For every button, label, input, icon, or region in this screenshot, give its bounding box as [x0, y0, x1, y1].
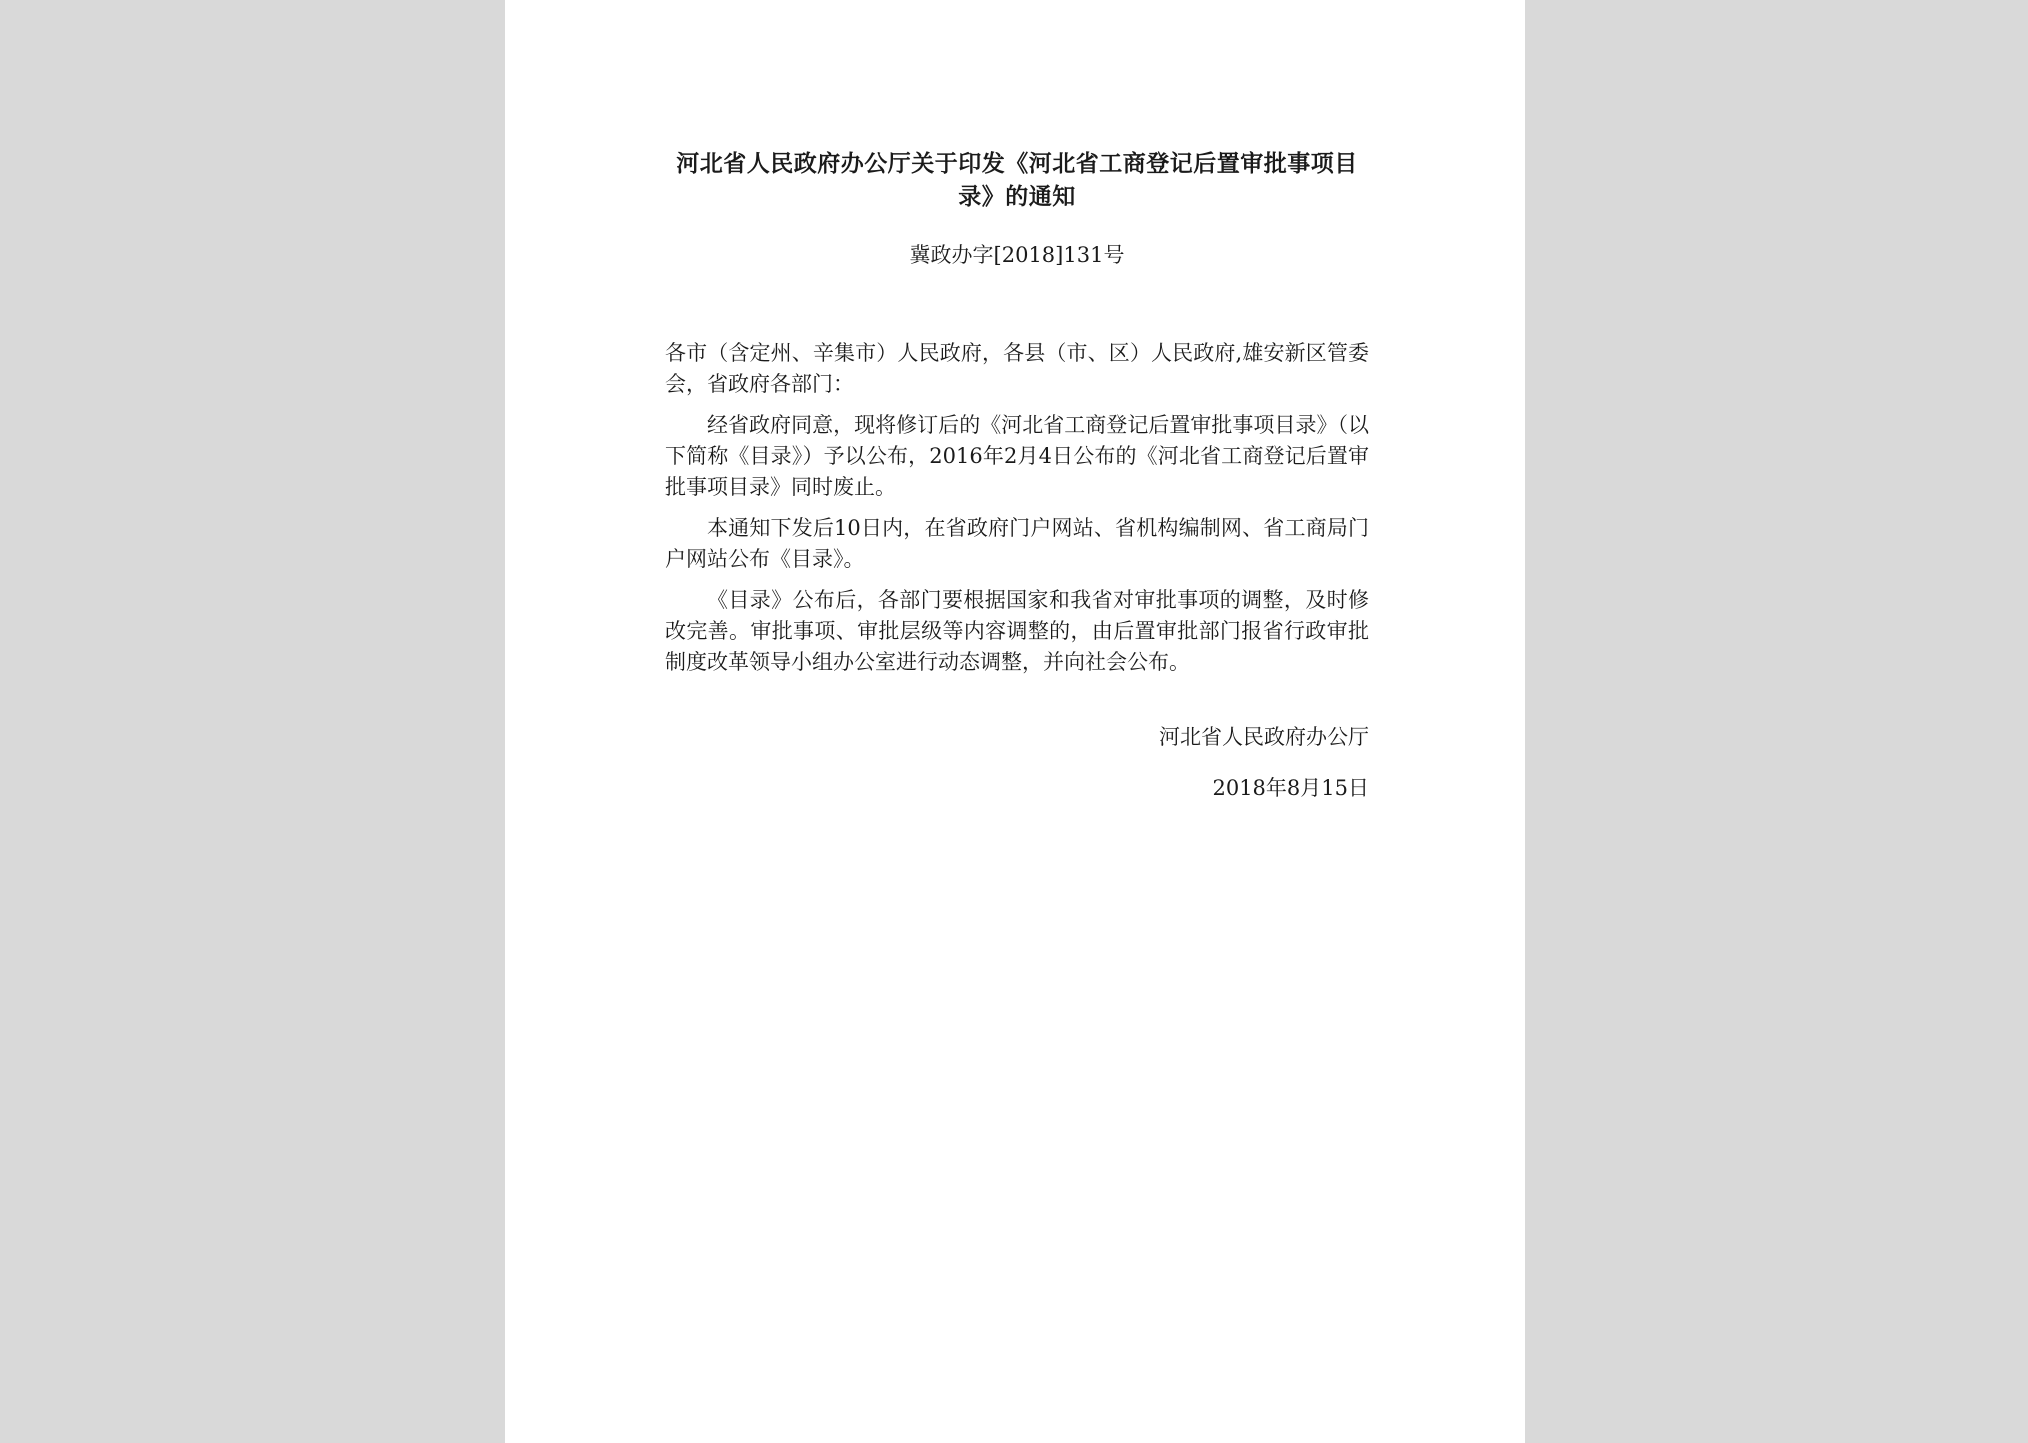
issuer-signature: 河北省人民政府办公厅 — [1159, 725, 1369, 749]
body-paragraph-3: 《目录》公布后，各部门要根据国家和我省对审批事项的调整，及时修改完善。审批事项、审批层级等内容调整的，由后置审批部门报省行政审批制度改革领导小组办公室进行动态调整，并向社会公布。 — [665, 588, 1369, 674]
document-page — [505, 0, 1525, 1443]
issue-date: 2018年8月15日 — [1212, 776, 1369, 800]
page-content — [665, 148, 1369, 804]
body-paragraph-1: 经省政府同意，现将修订后的《河北省工商登记后置审批事项目录》（以下简称《目录》）予以公布，2016年2月4日公布的《河北省工商登记后置审批事项目录》同时废止。 — [665, 413, 1369, 499]
body-paragraph-2: 本通知下发后10日内，在省政府门户网站、省机构编制网、省工商局门户网站公布《目录》。 — [665, 516, 1369, 571]
document-number: 冀政办字[2018]131号 — [909, 243, 1125, 267]
addressee: 各市（含定州、辛集市）人民政府，各县（市、区）人民政府,雄安新区管委会，省政府各部门： — [665, 341, 1369, 396]
document-title: 河北省人民政府办公厅关于印发《河北省工商登记后置审批事项目录》的通知 — [676, 151, 1358, 210]
